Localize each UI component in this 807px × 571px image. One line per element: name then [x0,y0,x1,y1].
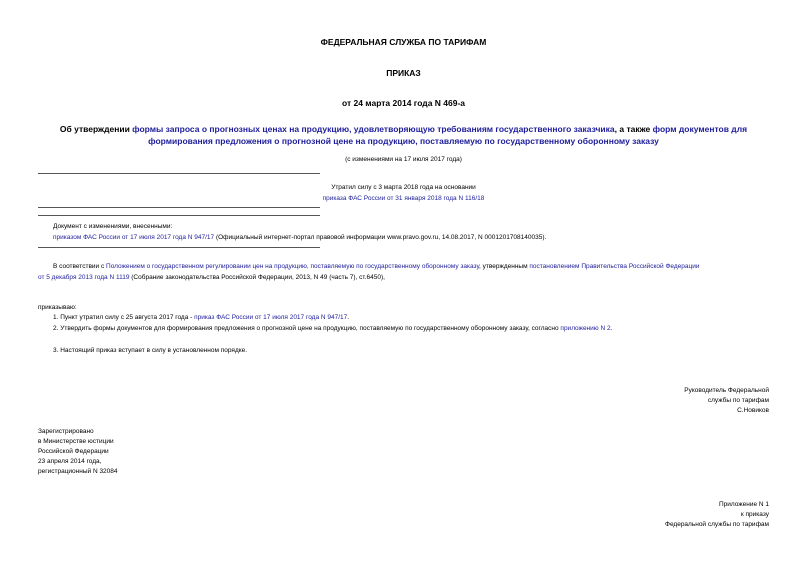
changes-label: Документ с изменениями, внесенными: [53,223,173,230]
agency-heading: ФЕДЕРАЛЬНАЯ СЛУЖБА ПО ТАРИФАМ [320,37,487,47]
order-word: приказываю: [38,304,77,311]
registration-date: 23 апреля 2014 года, [38,458,102,465]
signature-title: Руководитель Федеральной [684,387,769,394]
item1-text: 1. Пункт утратил силу с 25 августа 2017 года - [53,314,195,321]
divider [38,247,320,248]
registration-number: регистрационный N 32084 [38,468,118,475]
title-prefix: Об утверждении [59,124,133,134]
resolution-link-part2[interactable]: от 5 декабря 2013 года N 1119 [38,274,130,281]
signature-agency: службы по тарифам [707,397,769,404]
registration-line: Российской Федерации [38,448,109,455]
order-item-3: 3. Настоящий приказ вступает в силу в установленном порядке. [53,347,248,354]
item1-end: . [347,314,350,321]
doc-date-number: от 24 марта 2014 года N 469-а [341,98,466,108]
divider [38,207,320,208]
preamble-line2 [38,273,778,283]
registration-line: Зарегистрировано [38,428,94,435]
document-title [20,123,787,147]
signature-name: С.Новиков [737,407,769,414]
changes-source: (Официальный интернет-портал правовой информации www.pravo.gov.ru, 14.08.2017, N 0001201708140035). [214,234,547,241]
signature-block [684,386,769,416]
appendix-number: Приложение N 1 [718,501,769,508]
preamble-text: , утвержденным [479,263,530,270]
item2-text: 2. Утвердить формы документов для формирования предложения о прогнозной цене на продукцию, поставляемую по государственному оборонному заказу, согласно [53,325,561,332]
title-middle: , а также [614,124,653,134]
preamble-source: (Собрание законодательства Российской Федерации, 2013, N 49 (часть 7), ст.6450), [129,274,385,281]
divider [38,215,320,216]
title-link-forms-part2[interactable]: формирования предложения о прогнозной цене на продукцию, поставляемую по государственному оборонному заказу [148,136,659,146]
item2-end: . [610,325,613,332]
amendments-note: (с изменениями на 17 июля 2017 года) [345,156,462,163]
changes-line [53,233,793,243]
registration-line: в Министерстве юстиции [38,438,114,445]
preamble-text: В соответствии с [53,263,107,270]
title-link-request-form[interactable]: формы запроса о прогнозных ценах на продукцию, удовлетворяющую требованиям государственного заказчика [132,124,615,134]
title-link-forms-part1[interactable]: форм документов для [652,124,748,134]
appendix-heading [665,500,769,530]
lost-force-link[interactable]: приказа ФАС России от 31 января 2018 года N 116/18 [322,195,485,202]
appendix-agency: Федеральной службы по тарифам [665,521,769,528]
registration-block [38,427,118,477]
item1-link[interactable]: приказ ФАС России от 17 июля 2017 года N 947/17 [194,314,348,321]
order-item-2 [53,324,793,334]
changes-link[interactable]: приказом ФАС России от 17 июля 2017 года N 947/17 [53,234,215,241]
preamble-line1 [53,262,773,272]
lost-force-text: Утратил силу с 3 марта 2018 года на основании [331,184,476,191]
appendix-2-link[interactable]: приложению N 2 [560,325,611,332]
regulation-link[interactable]: Положением о государственном регулировании цен на продукцию, поставляемую по государственному оборонному заказу [106,263,480,270]
appendix-to-order: к приказу [740,511,769,518]
doc-type-heading: ПРИКАЗ [386,68,421,78]
order-item-1 [53,313,773,323]
divider [38,173,320,174]
resolution-link-part1[interactable]: постановлением Правительства Российской Федерации [529,263,700,270]
